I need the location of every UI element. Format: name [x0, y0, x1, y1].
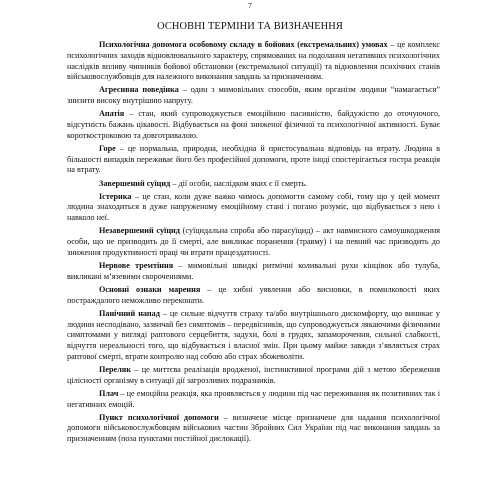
term-definition: – це нормальна, природна, необхідна й пристосувальна відповідь на втрату. Людина в більшості випадків переживає його без професійної допомоги, проте іноді спостерігається гостра реакція на втрату. — [67, 143, 440, 175]
term-name: Апатія — [99, 109, 125, 119]
term-definition: – це комплекс психологічних заходів відновлювального характеру, спрямованих на подолання негативних психологічних наслідків впливу чинників бойової обстановки (екстремальної ситуації) та відновлення психічних станів військовослужбовців для належного виконання завдань за призначенням. — [67, 40, 440, 82]
term-entry — [67, 226, 440, 258]
term-entry — [67, 40, 440, 83]
term-entry — [67, 285, 440, 307]
terms-list — [67, 40, 440, 447]
term-entry — [67, 109, 440, 141]
term-entry — [67, 309, 440, 363]
term-definition: – один з мимовільних способів, яким організм людини “намагається” знизити високу внутрішню напругу. — [67, 85, 440, 106]
term-name: Основні ознаки марення — [99, 284, 201, 294]
term-name: Горе — [99, 143, 116, 153]
term-definition: – дії особи, наслідком яких є її смерть. — [170, 178, 307, 188]
term-name: Завершений суїцид — [99, 178, 171, 188]
term-name: Переляк — [99, 364, 131, 374]
term-name: Істерика — [99, 191, 132, 201]
term-name: Нервове тремтіння — [99, 260, 174, 270]
term-definition: (суїцидальна спроба або парасуїцид) – акт навмисного самоушкодження особи, що не призводить до її смерті, але викликає поранення (травму) і на певний час призводить до зниження продуктивності праці чи втрати працездатності. — [67, 226, 440, 257]
term-name: Пункт психологічної допомоги — [99, 412, 219, 422]
term-definition: – це стан, коли дуже важко чимось допомогти самому собі, тому що у цей момент людина знаходиться в дуже напруженому емоційному стані і погано розуміє, що відбувається з нею і навколо неї. — [67, 191, 440, 223]
term-entry — [67, 389, 440, 411]
term-entry — [67, 261, 440, 283]
term-definition: – визначене місце призначене для надання психологічної допомоги військовослужбовцям військових частин Збройних Сил України під час виконання завдань за призначенням (поза пунктами постійної дислокації). — [67, 412, 440, 444]
term-name: Агресивна поведінка — [99, 85, 179, 95]
term-name: Плач — [99, 388, 119, 398]
term-name: Психологічна допомога особовому складу в бойових (екстремальних) умовах — [99, 40, 388, 49]
term-entry — [67, 365, 440, 387]
term-entry — [67, 85, 440, 107]
term-entry — [67, 144, 440, 176]
term-definition: – це емоційна реакція, яка проявляється у людини під час переживання як позитивних так і негативних емоцій. — [67, 388, 440, 409]
term-definition: – це миттєва реалізація вродженої, інстинктивної програми дій з метою збереження цілісності організму в ситуації дії загрозливих подразників. — [67, 364, 440, 385]
term-name: Панічний напад — [99, 308, 160, 318]
page-title: ОСНОВНІ ТЕРМІНИ ТА ВИЗНАЧЕННЯ — [157, 21, 343, 32]
page-number: 7 — [248, 2, 252, 10]
term-name: Незавершений суїцид — [99, 226, 180, 236]
term-entry — [67, 192, 440, 224]
term-definition: – стан, який супроводжується емоційною пасивністю, байдужістю до оточуючого, відсутність бажань цікавості. Відбувається на фоні зниженої фізичної та психологічної активності. Буває короткостроковою та довготривалою. — [67, 109, 440, 140]
term-definition: – це хибні уявлення або висновки, в помилковості яких постраждалого неможливо переконати. — [67, 284, 440, 305]
term-definition: – це сильне відчуття страху та/або внутрішнього дискомфорту, що виникає у людини несподівано, зазвичай без симптомів – передвісників, що супроводжується лякаючими фізичними симптомами у вигляді раптового серцебиття, задухи, болі в грудях, запаморочення, сильної слабкості, відчуття нереальності того, що відбувається і власної змін. При цьому майже завжди з’являється страх раптової смерті, втрати контролю над собою або страх збожеволіти. — [67, 308, 440, 361]
term-definition: – мимовільні швидкі ритмічні коливальні рухи кінцівок або тулуба, викликані м’язевими скороченнями. — [67, 260, 440, 281]
term-entry — [67, 179, 440, 190]
term-entry — [67, 413, 440, 445]
